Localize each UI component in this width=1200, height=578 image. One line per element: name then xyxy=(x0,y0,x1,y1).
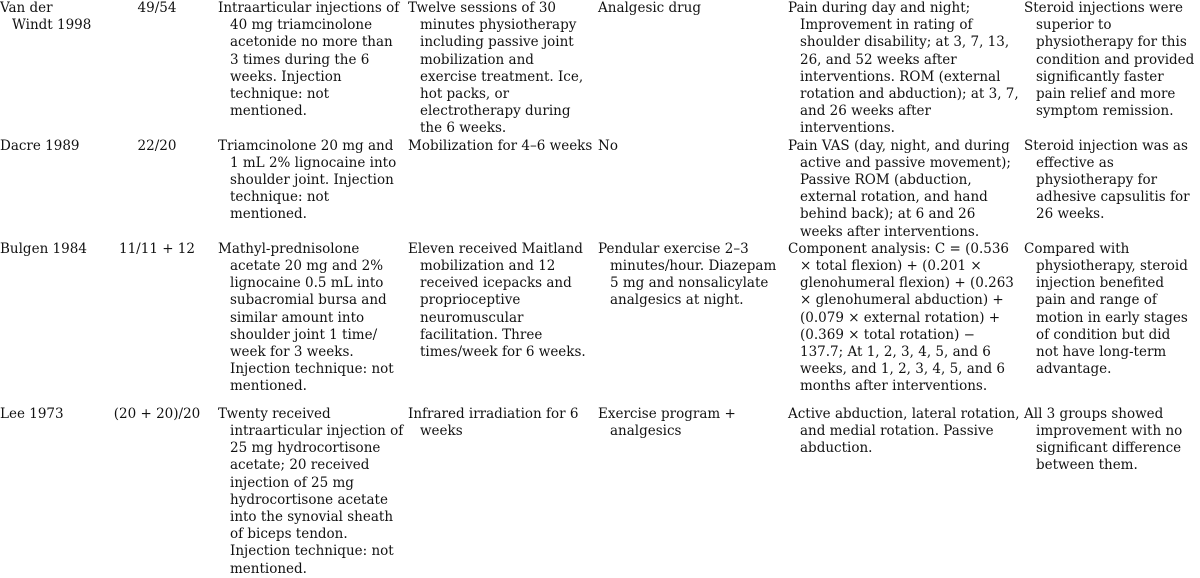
conclusion-cell: Compared with physiotherapy, steroid injection benefited pain and range of motion in early stages of condition but did not have long-term advantage. xyxy=(1024,240,1188,378)
table-row xyxy=(0,0,1200,138)
conclusion-cell: Steroid injection was as effective as physiotherapy for adhesive capsulitis for 26 weeks. xyxy=(1024,137,1190,223)
sample-size-cell: 11/11 + 12 xyxy=(119,240,195,257)
physiotherapy-cell: Twelve sessions of 30 minutes physiotherapy including passive joint mobilization and exercise treatment. Ice, hot packs, or electrotherapy during the 6 weeks. xyxy=(408,0,584,137)
outcomes-cell: Active abduction, lateral rotation, and medial rotation. Passive abduction. xyxy=(788,405,1020,457)
steroid-cell: Twenty received intraarticular injection of 25 mg hydrocortisone acetate; 20 received injection of 25 mg hydrocortisone acetate into the synovial sheath of biceps tendon. Injection technique: not mentioned. xyxy=(218,405,404,577)
conclusion-cell: All 3 groups showed improvement with no significant difference between them. xyxy=(1024,405,1183,474)
outcomes-cell: Pain during day and night; Improvement in rating of shoulder disability; at 3, 7, 13, 26, and 52 weeks after interventions. ROM (external rotation and abduction); at 3, 7, and 26 weeks after interventions. xyxy=(788,0,1019,137)
physiotherapy-cell: Infrared irradiation for 6 weeks xyxy=(408,405,579,440)
sample-size-cell: 49/54 xyxy=(137,0,177,16)
table-row xyxy=(0,241,1200,406)
study-cell: Van der Windt 1998 xyxy=(0,0,92,34)
conclusion-cell: Steroid injections were superior to physiotherapy for this condition and provided significantly faster pain relief and more symptom remission. xyxy=(1024,0,1195,120)
outcomes-cell: Component analysis: C = (0.536 × total flexion) + (0.201 × glenohumeral flexion) + (0.263 × glenohumeral abduction) + (0.079 × external rotation) + (0.369 × total rotation) − 137.7; At 1, 2, 3, 4, 5, and 6 weeks, and 1, 2, 3, 4, 5, and 6 months after interventions. xyxy=(788,240,1014,395)
study-cell: Bulgen 1984 xyxy=(0,240,87,257)
study-cell: Lee 1973 xyxy=(0,405,64,422)
steroid-cell: Triamcinolone 20 mg and 1 mL 2% lignocaine into shoulder joint. Injection technique: not mentioned. xyxy=(218,137,397,223)
table-row xyxy=(0,138,1200,241)
study-cell: Dacre 1989 xyxy=(0,137,80,154)
physiotherapy-cell: Mobilization for 4–6 weeks xyxy=(408,137,593,154)
sample-size-cell: (20 + 20)/20 xyxy=(113,405,201,422)
physiotherapy-cell: Eleven received Maitland mobilization and 12 received icepacks and proprioceptive neuromuscular facilitation. Three times/week for 6 weeks. xyxy=(408,240,586,361)
cointervention-cell: No xyxy=(598,137,618,154)
cointervention-cell: Pendular exercise 2–3 minutes/hour. Diazepam 5 mg and nonsalicylate analgesics at night. xyxy=(598,240,777,309)
steroid-cell: Intraarticular injections of 40 mg triamcinolone acetonide no more than 3 times during the 6 weeks. Injection technique: not mentioned. xyxy=(218,0,400,120)
steroid-cell: Mathyl-prednisolone acetate 20 mg and 2% lignocaine 0.5 mL into subacromial bursa and similar amount into shoulder joint 1 time/ week for 3 weeks. Injection technique: not mentioned. xyxy=(218,240,394,395)
cointervention-cell: Analgesic drug xyxy=(598,0,701,16)
cointervention-cell: Exercise program + analgesics xyxy=(598,405,736,440)
outcomes-cell: Pain VAS (day, night, and during active and passive movement); Passive ROM (abduction, external rotation, and hand behind back); at 6 and 26 weeks after interventions. xyxy=(788,137,1011,240)
sample-size-cell: 22/20 xyxy=(137,137,177,154)
table-row xyxy=(0,406,1200,578)
